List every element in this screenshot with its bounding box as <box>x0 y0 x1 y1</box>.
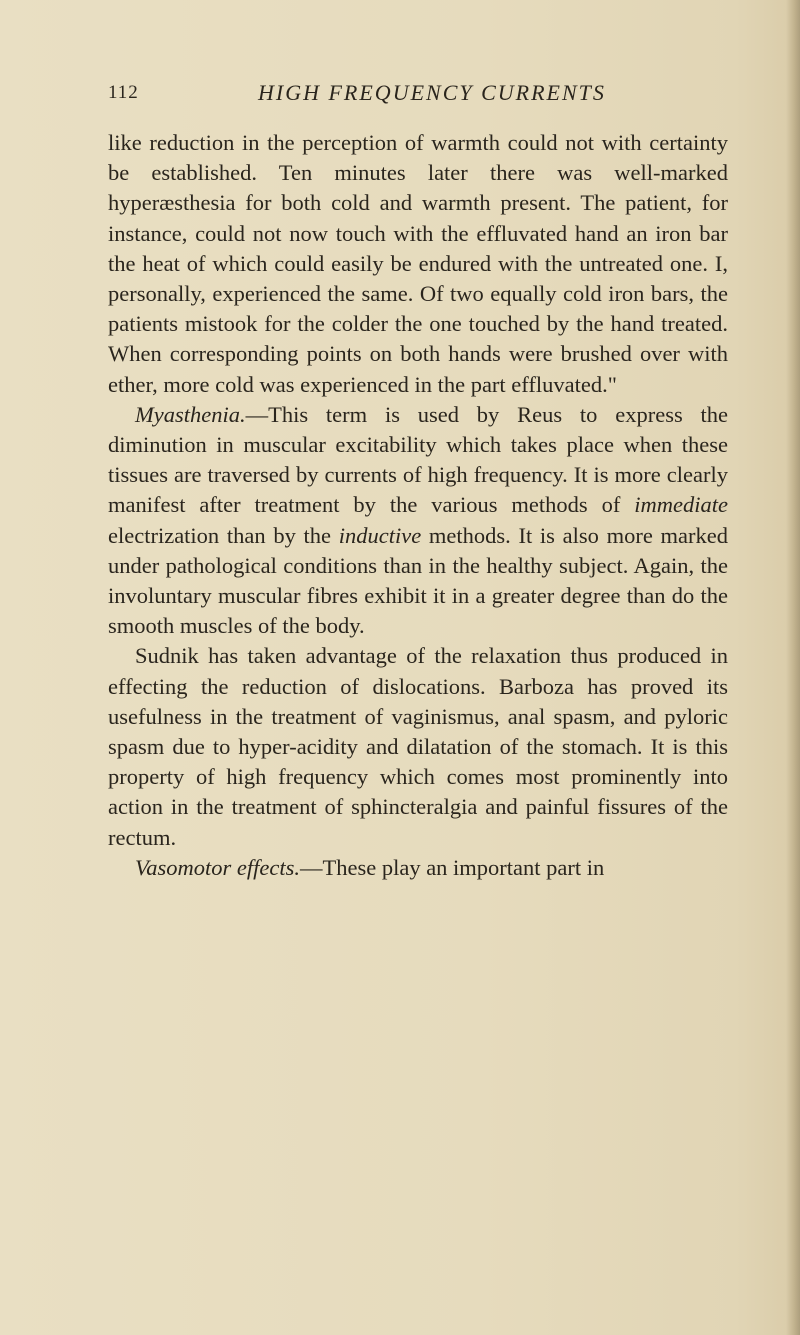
page-number: 112 <box>108 82 139 103</box>
paragraph-2 <box>108 400 728 642</box>
paragraph-4 <box>108 853 728 883</box>
paragraph-1-text: like reduction in the perception of warmth could not with certainty be established. Ten minutes later there was well-marked hyperæsthesia for both cold and warmth present. The patient, for instance, could not now touch with the effluvated hand an iron bar the heat of which could easily be endured with the untreated one. I, personally, experienced the same. Of two equally cold iron bars, the patients mistook for the colder the one touched by the hand treated. When corresponding points on both hands were brushed over with ether, more cold was experienced in the part effluvated." <box>108 130 728 397</box>
running-title: HIGH FREQUENCY CURRENTS <box>258 80 606 105</box>
body-text <box>108 128 728 883</box>
paragraph-1 <box>108 128 728 400</box>
page-edge-shadow <box>786 0 800 1335</box>
paragraph-2-text-a: —This term is used by Reus to express the diminution in muscular excitability which takes place when these tissues are traversed by currents of high frequency. It is more clearly manifest after treatment by the various methods of <box>108 401 728 518</box>
page-header <box>108 80 728 114</box>
section-heading-myasthenia: Myasthenia. <box>135 401 246 427</box>
paragraph-2-text-b: electrization than by the <box>108 522 339 548</box>
paragraph-3 <box>108 641 728 852</box>
paragraph-2-text-c: methods. It is also more marked under pathological conditions than in the healthy subject. Again, the involuntary muscular fibres exhibit it in a greater degree than do the smooth muscles of the body. <box>108 522 728 639</box>
paragraph-3-text: Sudnik has taken advantage of the relaxation thus produced in effecting the reduction of dislocations. Barboza has proved its usefulness in the treatment of vaginismus, anal spasm, and pyloric spasm due to hyper-acidity and dilatation of the stomach. It is this property of high frequency which comes most prominently into action in the treatment of sphincteralgia and painful fissures of the rectum. <box>108 643 728 850</box>
emphasis-immediate: immediate <box>634 492 728 518</box>
section-heading-vasomotor: Vasomotor effects. <box>135 854 300 880</box>
paragraph-4-text: —These play an important part in <box>299 854 605 880</box>
emphasis-inductive: inductive <box>338 522 422 548</box>
